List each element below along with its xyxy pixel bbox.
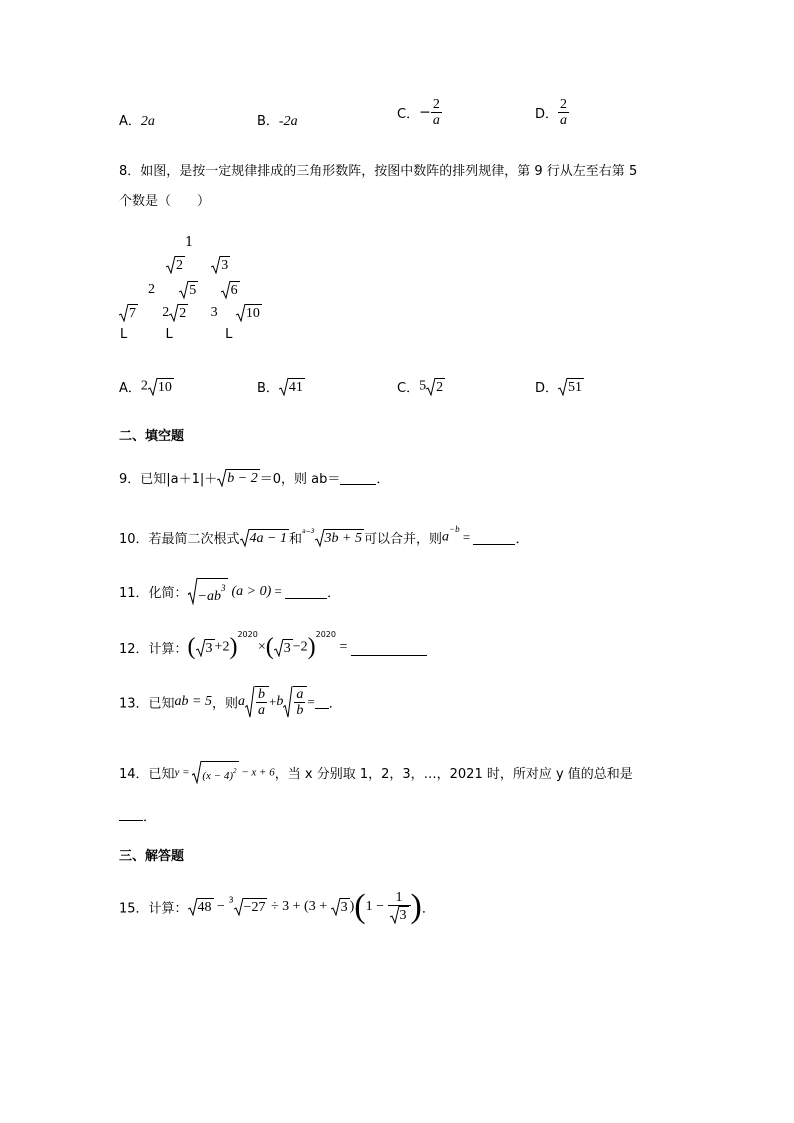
sqrt-value (148, 378, 174, 396)
radicand: (x − 4) (202, 770, 233, 782)
sqrt-value (119, 304, 138, 322)
fraction (431, 97, 442, 128)
radicand: 3b + 5 (324, 530, 362, 546)
sqrt-value (279, 378, 305, 396)
numerator: 1 (388, 890, 411, 906)
answer-blank[interactable] (119, 808, 143, 821)
answer-blank[interactable] (340, 470, 376, 485)
option-label: C． (397, 381, 420, 396)
q13-prefix: 13．已知 (119, 696, 175, 712)
exponent: 2020 (237, 630, 258, 639)
numerator: 2 (432, 97, 440, 112)
denominator: a (258, 703, 266, 718)
period: ． (327, 586, 341, 601)
q14-prefix: 14．已知 (119, 767, 175, 782)
q7-option-a (119, 110, 155, 130)
answer-blank[interactable] (351, 639, 427, 656)
radicand: b − 2 (227, 470, 258, 486)
triangle-row-5 (120, 327, 232, 342)
radicand: 7 (129, 306, 136, 321)
fraction (558, 97, 569, 128)
equals: = (459, 529, 474, 545)
radicand: 51 (568, 379, 583, 395)
radicand: 48 (197, 900, 212, 915)
sqrt-value (283, 686, 307, 718)
denominator: a (432, 113, 440, 128)
triangle-row-4 (119, 304, 262, 322)
q15-prefix: 15．计算： (119, 901, 188, 917)
numerator: a (296, 687, 304, 702)
section-heading-solve: 三、解答题 (119, 849, 185, 864)
radicand: 3 (205, 640, 213, 656)
q14-suffix: ，当 x 分别取 1，2，3，…，2021 时，所对应 y 值的总和是 (274, 767, 633, 782)
q11-prefix: 11．化简： (119, 586, 188, 601)
option-label: C． (397, 107, 420, 122)
answer-blank[interactable] (473, 530, 515, 545)
radicand: 5 (189, 283, 197, 298)
sqrt-value (196, 639, 215, 657)
root-index: a−3 (302, 528, 315, 535)
option-value: 2a (140, 114, 155, 129)
radicand: −27 (243, 900, 266, 915)
term: +2 (214, 639, 230, 655)
ellipsis-mark: L (165, 327, 173, 342)
q13 (119, 686, 342, 718)
paren: ( (265, 634, 274, 660)
coefficient: 2 (140, 378, 148, 394)
radicand: 6 (230, 283, 238, 298)
period: ． (143, 810, 157, 825)
sqrt-value (245, 686, 269, 718)
term: −2 (292, 639, 308, 655)
q7-option-b (257, 110, 298, 130)
paren: ( (187, 634, 196, 660)
sqrt-value (240, 529, 289, 547)
condition: (a > 0) (231, 583, 272, 599)
paren: ) (229, 634, 238, 660)
sqrt-value (211, 256, 230, 274)
sqrt-value (331, 898, 350, 916)
minus-sign: − (419, 104, 431, 121)
denominator: b (296, 703, 304, 718)
function-lhs: y = (174, 766, 193, 779)
period: ． (421, 901, 435, 917)
period: ． (515, 532, 529, 547)
denominator: a (560, 113, 568, 128)
q12-prefix: 12．计算： (119, 642, 188, 657)
sqrt-value (169, 304, 188, 322)
sqrt-value (274, 639, 293, 657)
numerator: b (258, 687, 266, 702)
ellipsis-mark: L (120, 327, 128, 342)
option-label: A． (119, 381, 141, 396)
ellipsis-mark: L (225, 327, 233, 342)
coefficient: a (238, 694, 246, 709)
q8-line2: 个数是（ ） (119, 194, 211, 209)
sqrt-value (315, 529, 364, 547)
triangle-row-1 (185, 235, 193, 250)
radicand: 10 (245, 306, 260, 321)
radicand: −ab (197, 589, 221, 604)
q14-line2 (119, 806, 156, 825)
q9-suffix: ＝0，则 ab＝ (259, 472, 341, 487)
sqrt-value (179, 281, 198, 299)
q10-suffix: 可以合并，则 (364, 532, 443, 547)
radicand: 3 (221, 258, 229, 273)
coefficient: b (276, 694, 284, 709)
q7-option-d (535, 97, 569, 128)
q15 (119, 888, 435, 926)
triangle-row-2 (166, 256, 230, 274)
function-tail: − x + 6 (238, 766, 275, 779)
times: × (257, 639, 266, 655)
sqrt-value (188, 898, 214, 916)
expr-term: 1 − (365, 899, 388, 914)
section-heading-fill-in: 二、填空题 (119, 429, 185, 444)
minus: − (213, 899, 229, 914)
sqrt-value (217, 469, 259, 487)
triangle-row-3 (148, 281, 240, 299)
period: ． (376, 472, 390, 487)
sqrt-value (192, 761, 238, 784)
equals: = (271, 583, 286, 599)
coefficient: 2 (162, 305, 170, 320)
paren: ) (307, 634, 316, 660)
q8-option-a (119, 377, 174, 396)
sqrt-value (221, 281, 240, 299)
plus: + (269, 694, 277, 709)
exponent: 2020 (315, 630, 336, 639)
sqrt-value (188, 578, 228, 605)
paren: ( (354, 888, 366, 925)
given: ab = 5 (174, 694, 212, 709)
numerator: 2 (560, 97, 568, 112)
sqrt-value (236, 304, 262, 322)
exponent: 3 (221, 583, 226, 593)
radicand: 41 (288, 379, 303, 395)
triangle-value: 3 (210, 305, 218, 320)
option-label: A． (119, 114, 141, 129)
q12 (119, 630, 427, 661)
radicand: 3 (399, 908, 407, 923)
option-label: D． (535, 381, 559, 396)
paren: ) (349, 899, 355, 914)
q14-line1 (119, 761, 633, 784)
option-label: B． (257, 114, 279, 129)
expr-middle: ÷ 3 + (3 + (267, 899, 331, 914)
period: ． (328, 696, 342, 712)
option-value: -2a (278, 114, 298, 129)
radicand: 2 (179, 306, 187, 321)
q10-prefix: 10．若最简二次根式 (119, 532, 240, 547)
q10-and: 和 (289, 532, 303, 547)
sqrt-value (390, 906, 409, 924)
q13-then: ，则 (212, 696, 239, 712)
radicand: 10 (157, 379, 172, 395)
answer-blank[interactable] (285, 584, 327, 599)
equals: = (335, 639, 351, 655)
q8-option-b (257, 377, 305, 396)
q8-line1: 8．如图，是按一定规律排成的三角形数阵，按图中数阵的排列规律，第 9 行从左至右第 5 (119, 164, 638, 179)
radicand: 2 (176, 258, 183, 273)
root-index: 3 (228, 895, 234, 905)
paren: ) (410, 888, 422, 925)
option-label: B． (257, 381, 279, 396)
radicand: 3 (283, 640, 291, 656)
radicand: 3 (340, 900, 348, 915)
triangle-value: 2 (148, 282, 155, 297)
equals: = (307, 694, 315, 709)
answer-blank[interactable] (315, 696, 329, 709)
q9 (119, 468, 389, 487)
coefficient: 5 (419, 378, 427, 394)
cube-root-value (234, 898, 268, 916)
radicand: 2 (436, 379, 444, 395)
exponent: 2 (233, 767, 237, 775)
q11 (119, 578, 340, 605)
q8-option-d (535, 377, 584, 396)
exponent: −b (449, 524, 460, 534)
sqrt-value (558, 378, 584, 396)
q7-option-c (397, 97, 442, 128)
option-label: D． (535, 107, 559, 122)
fraction (388, 890, 411, 924)
q8-option-c (397, 377, 445, 396)
q10 (119, 524, 528, 547)
radicand: 4a − 1 (249, 530, 287, 546)
base: a (442, 529, 450, 545)
q9-prefix: 9．已知|a＋1|＋ (119, 472, 218, 487)
sqrt-value (426, 378, 445, 396)
triangle-value: 1 (185, 235, 194, 250)
sqrt-value (166, 256, 185, 274)
